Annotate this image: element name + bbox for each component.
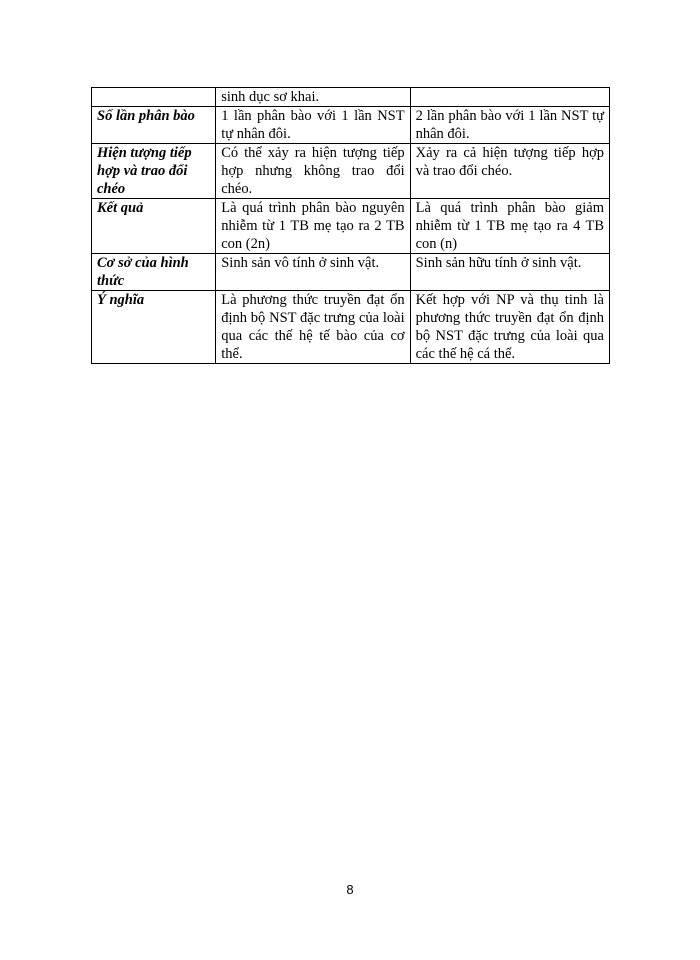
- cell-column-b: Kết hợp với NP và thụ tinh là phương thức truyền đạt ổn định bộ NST đặc trưng của loài qua các thế hệ cá thể.: [410, 291, 609, 364]
- cell-column-a: sinh dục sơ khai.: [216, 88, 410, 107]
- comparison-table: [91, 87, 610, 364]
- table-row: [92, 107, 610, 144]
- table-row: [92, 144, 610, 199]
- cell-column-a: Là phương thức truyền đạt ổn định bộ NST đặc trưng của loài qua các thế hệ tế bào của cơ thể.: [216, 291, 410, 364]
- row-label: Số lần phân bào: [92, 107, 216, 144]
- row-label: Ý nghĩa: [92, 291, 216, 364]
- table-row: [92, 254, 610, 291]
- cell-column-a: 1 lần phân bào với 1 lần NST tự nhân đôi.: [216, 107, 410, 144]
- table-row: [92, 291, 610, 364]
- cell-column-b: [410, 88, 609, 107]
- table-row: [92, 199, 610, 254]
- row-label: [92, 88, 216, 107]
- cell-column-a: Là quá trình phân bào nguyên nhiễm từ 1 TB mẹ tạo ra 2 TB con (2n): [216, 199, 410, 254]
- cell-column-b: Sinh sản hữu tính ở sinh vật.: [410, 254, 609, 291]
- table-row: [92, 88, 610, 107]
- row-label: Kết quả: [92, 199, 216, 254]
- cell-column-b: Xảy ra cả hiện tượng tiếp hợp và trao đổi chéo.: [410, 144, 609, 199]
- cell-column-b: Là quá trình phân bào giảm nhiễm từ 1 TB mẹ tạo ra 4 TB con (n): [410, 199, 609, 254]
- cell-column-a: Sinh sản vô tính ở sinh vật.: [216, 254, 410, 291]
- row-label: Cơ sở của hình thức: [92, 254, 216, 291]
- cell-column-a: Có thể xảy ra hiện tượng tiếp hợp nhưng không trao đổi chéo.: [216, 144, 410, 199]
- row-label: Hiện tượng tiếp hợp và trao đổi chéo: [92, 144, 216, 199]
- cell-column-b: 2 lần phân bào với 1 lần NST tự nhân đôi.: [410, 107, 609, 144]
- page-number: 8: [346, 882, 354, 897]
